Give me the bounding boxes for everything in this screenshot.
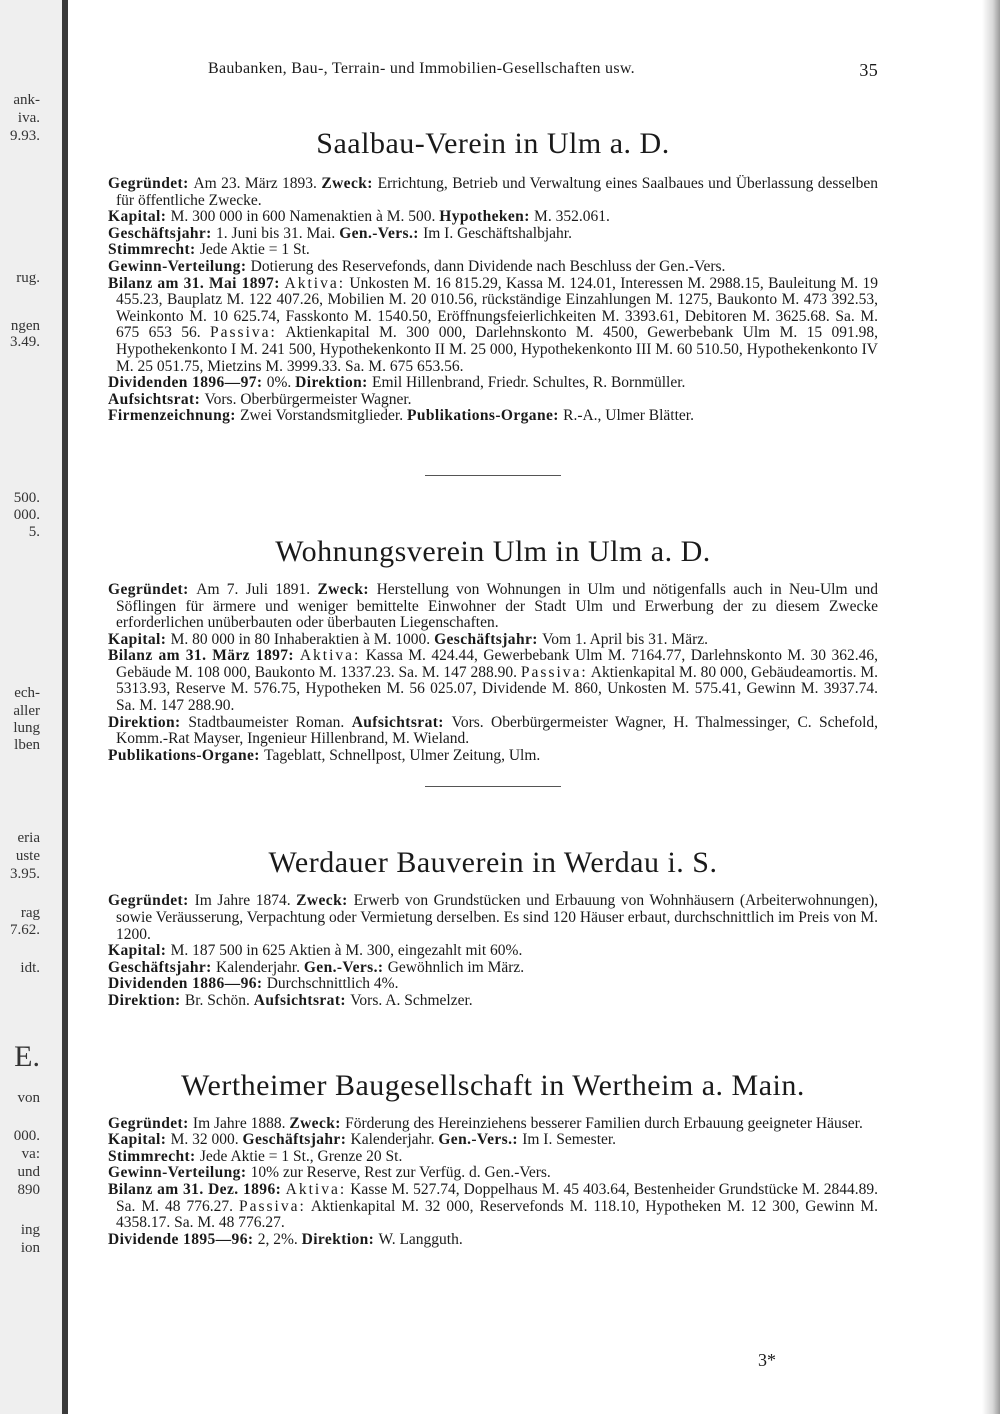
company-entry	[108, 126, 878, 476]
margin-fragment: 5.	[28, 524, 40, 540]
field-value: Kalenderjahr.	[350, 1131, 439, 1149]
field-label: Geschäftsjahr:	[434, 630, 543, 648]
margin-fragment: aller	[13, 703, 40, 719]
entry-body	[108, 1116, 878, 1249]
field-label: Bilanz am 31. März 1897:	[108, 647, 300, 665]
field-value: Stadtbaumeister Roman.	[188, 713, 352, 731]
field-label: Geschäftsjahr:	[108, 958, 217, 976]
margin-fragment: iva.	[17, 110, 40, 126]
field-label: Geschäftsjahr:	[108, 224, 217, 242]
margin-fragment: 000.	[13, 507, 40, 523]
entry-paragraph	[108, 408, 878, 425]
field-label: Dividenden 1896—97:	[108, 374, 267, 392]
company-entry	[108, 534, 878, 788]
field-label: Gen.-Vers.:	[303, 958, 388, 976]
field-value: W. Langguth.	[378, 1230, 463, 1248]
field-value: Vors. Oberbürgermeister Wagner, H. Thalmessinger, C. Schefold, Komm.-Rat Mayser, Ingenieur Hillenbrand, M. Wieland.	[116, 713, 879, 748]
field-label: Gegründet:	[108, 892, 195, 910]
signature-mark: 3*	[758, 1350, 776, 1370]
field-label: Stimmrecht:	[108, 1147, 200, 1165]
field-label: Publikations-Organe:	[108, 746, 265, 764]
field-value: Gewöhnlich im März.	[387, 958, 525, 976]
entries	[108, 126, 878, 1248]
field-label: Bilanz am 31. Dez. 1896:	[108, 1180, 286, 1198]
margin-fragment: va:	[21, 1146, 40, 1162]
company-title: Wohnungsverein Ulm in Ulm a. D.	[275, 534, 711, 568]
field-value: Am 23. März 1893.	[193, 175, 322, 192]
margin-fragment: 500.	[13, 490, 40, 506]
field-value: Aktienkapital M. 80 000, Gebäudeamortis. M. 5313.93, Reserve M. 576.75, Hypotheken M. 56 025.07, Dividende M. 860, Unkosten M. 575.41, Gewinn M. 3937.74. Sa. M. 147 288.90.	[116, 663, 878, 715]
field-value: Jede Aktie = 1 St.	[199, 241, 310, 259]
field-label: Zweck:	[321, 175, 378, 192]
page	[108, 60, 878, 1248]
field-value: Dotierung des Reservefonds, dann Dividende nach Beschluss der Gen.-Vers.	[250, 257, 726, 275]
field-label: Firmenzeichnung:	[108, 407, 241, 425]
entry-paragraph	[108, 632, 878, 649]
field-value: Kassa M. 424.44, Gewerbebank Ulm M. 7164.77, Darlehnskonto M. 30 362.46, Gebäude M. 108 000, Baukonto M. 1337.23. Sa. M. 147 288.90.	[116, 647, 879, 681]
company-title: Wertheimer Baugesellschaft in Wertheim a. Main.	[181, 1068, 805, 1102]
field-label: Kapital:	[108, 942, 171, 960]
margin-fragment: 000.	[13, 1128, 40, 1144]
entry-body	[108, 176, 878, 425]
field-label: Gewinn-Verteilung:	[108, 1164, 251, 1182]
field-value: Erwerb von Grundstücken und Erbauung von Wohnhäusern (Arbeiterwohnungen), sowie Veräusserung, Verpachtung oder Vermietung derselben. Es sind 120 Häuser erbaut, durchschnittlich im Preis von M. 1200.	[116, 892, 879, 943]
margin-fragment: idt.	[20, 960, 40, 976]
field-value: M. 352.061.	[534, 208, 610, 226]
balance-heading: Passiva:	[238, 1197, 306, 1215]
field-value: Herstellung von Wohnungen in Ulm und nötigenfalls auch in Neu-Ulm und Söflingen für ärmere und weniger bemittelte Einwohner der Stadt Ulm und Erwerbung der zu diesem Zwecke erforderlichen unüberbauten oder überbauten Liegenschaften.	[116, 580, 879, 632]
entry-paragraph	[108, 582, 878, 632]
field-label: Kapital:	[108, 630, 171, 648]
field-value: Kalenderjahr.	[216, 958, 304, 976]
field-label: Aufsichtsrat:	[253, 992, 351, 1009]
margin-fragment: ing	[20, 1222, 40, 1238]
field-label: Direktion:	[108, 992, 185, 1009]
company-title: Werdauer Bauverein in Werdau i. S.	[268, 846, 718, 880]
field-label: Aufsichtsrat:	[351, 713, 452, 731]
field-label: Zweck:	[296, 892, 354, 910]
field-value: Jede Aktie = 1 St., Grenze 20 St.	[199, 1147, 403, 1165]
margin-fragment: ion	[20, 1240, 40, 1256]
field-value: Im Jahre 1874.	[194, 892, 297, 910]
field-label: Gegründet:	[108, 580, 197, 598]
company-entry	[108, 845, 878, 1009]
entry-paragraph	[108, 1165, 878, 1182]
field-value: Im Jahre 1888.	[192, 1114, 290, 1132]
field-value: Errichtung, Betrieb und Verwaltung eines Saalbaues und Überlassung desselben für öffentliche Zwecke.	[116, 175, 879, 209]
balance-heading: Aktiva:	[284, 274, 346, 292]
entry-paragraph	[108, 375, 878, 392]
field-value: Durchschnittlich 4%.	[266, 975, 399, 993]
field-value: M. 300 000 in 600 Namenaktien à M. 500.	[170, 208, 440, 226]
margin-fragment: lben	[14, 737, 40, 753]
field-label: Gen.-Vers.:	[339, 224, 424, 242]
margin-fragment: 9.93.	[10, 128, 40, 144]
field-label: Dividenden 1886—96:	[108, 975, 267, 993]
entry-paragraph	[108, 1149, 878, 1166]
field-value: Emil Hillenbrand, Friedr. Schultes, R. Bornmüller.	[372, 374, 686, 392]
field-label: Zweck:	[317, 580, 377, 598]
entry-paragraph	[108, 943, 878, 960]
entry-paragraph	[108, 259, 878, 276]
company-entry	[108, 1068, 878, 1249]
field-value: M. 187 500 in 625 Aktien à M. 300, eingezahlt mit 60%.	[170, 942, 523, 960]
entry-paragraph	[108, 976, 878, 993]
field-value: Aktienkapital M. 300 000, Darlehnskonto M. 4500, Gewerbebank Ulm M. 15 091.98, Hypothekenkonto I M. 241 500, Hypothekenkonto II M. 25 000, Hypothekenkonto III M. 60 510.50, Hypothekenkonto IV M. 25 051.75, Mietzins M. 3999.33. Sa. M. 675 653.56.	[116, 324, 878, 375]
company-title: Saalbau-Verein in Ulm a. D.	[316, 127, 670, 160]
field-value: 2, 2%.	[257, 1230, 302, 1248]
entry-paragraph	[108, 993, 878, 1010]
running-head	[108, 60, 878, 90]
field-value: Unkosten M. 16 815.29, Kassa M. 124.01, Interessen M. 2988.15, Bauleitung M. 19 455.23, Bauplatz M. 122 407.26, Mobilien M. 20 010.56, rückständige Einzahlungen M. 1275, Baukonto M. 473 392.53, Weinkonto M. 10 625.74, Fasskonto M. 1540.50, Eröffnungsfeierlichkeiten M. 3393.61, Debitoren M. 3625.68. Sa. M. 675 653 56.	[116, 274, 879, 342]
margin-fragment: ech-	[14, 685, 40, 701]
margin-fragment: lung	[13, 720, 40, 736]
field-value: Br. Schön.	[184, 992, 254, 1009]
field-label: Geschäftsjahr:	[242, 1131, 351, 1149]
running-title: Baubanken, Bau-, Terrain- und Immobilien-Gesellschaften usw.	[208, 60, 635, 77]
entry-paragraph	[108, 893, 878, 943]
section-divider	[425, 786, 561, 787]
scan-right-edge	[982, 0, 1000, 1414]
field-label: Aufsichtsrat:	[108, 390, 205, 408]
field-value: Vom 1. April bis 31. März.	[542, 630, 708, 648]
margin-fragment: rag	[20, 905, 40, 921]
entry-paragraph	[108, 648, 878, 714]
entry-paragraph	[108, 176, 878, 209]
entry-paragraph	[108, 960, 878, 977]
entry-paragraph	[108, 1182, 878, 1232]
field-value: Im I. Geschäftshalbjahr.	[423, 224, 572, 242]
balance-heading: Passiva:	[520, 663, 588, 681]
scan-gutter	[0, 0, 68, 1414]
entry-body	[108, 582, 878, 765]
field-label: Gewinn-Verteilung:	[108, 257, 251, 275]
field-label: Hypotheken:	[439, 208, 535, 226]
balance-heading: Passiva:	[210, 324, 277, 342]
balance-heading: Aktiva:	[299, 647, 361, 665]
field-label: Dividende 1895—96:	[108, 1230, 258, 1248]
margin-fragment: 7.62.	[10, 922, 40, 938]
margin-fragment: 3.95.	[10, 866, 40, 882]
field-label: Gegründet:	[108, 1114, 193, 1132]
margin-fragment: von	[17, 1090, 40, 1106]
field-value: Förderung des Hereinziehens besserer Familien durch Erbauung geeigneter Häuser.	[345, 1114, 863, 1132]
entry-paragraph	[108, 226, 878, 243]
field-value: Am 7. Juli 1891.	[196, 580, 318, 598]
field-label: Direktion:	[301, 1230, 379, 1248]
field-value: Vors. Oberbürgermeister Wagner.	[204, 390, 412, 408]
field-value: Zwei Vorstandsmitglieder.	[240, 407, 407, 425]
field-label: Bilanz am 31. Mai 1897:	[108, 274, 285, 292]
field-label: Stimmrecht:	[108, 241, 200, 259]
field-value: Aktienkapital M. 32 000, Reservefonds M. 118.10, Hypotheken M. 12 300, Gewinn M. 4358.17. Sa. M. 48 776.27.	[116, 1197, 878, 1232]
field-label: Gen.-Vers.:	[438, 1131, 523, 1149]
entry-paragraph	[108, 1116, 878, 1133]
margin-fragment: 3.49.	[10, 334, 40, 350]
field-value: R.-A., Ulmer Blätter.	[563, 407, 694, 425]
entry-paragraph	[108, 715, 878, 748]
field-value: 10% zur Reserve, Rest zur Verfüg. d. Gen.-Vers.	[250, 1164, 551, 1182]
field-value: Vors. A. Schmelzer.	[350, 992, 473, 1009]
margin-fragment: rug.	[16, 270, 40, 286]
entry-paragraph	[108, 242, 878, 259]
margin-fragment: uste	[15, 848, 40, 864]
entry-paragraph	[108, 1132, 878, 1149]
field-value: 1. Juni bis 31. Mai.	[216, 224, 340, 242]
field-value: Im I. Semester.	[522, 1131, 617, 1149]
field-label: Direktion:	[108, 713, 189, 731]
field-label: Kapital:	[108, 1131, 171, 1149]
margin-fragment: eria	[17, 830, 40, 846]
field-value: M. 32 000.	[170, 1131, 243, 1149]
page-number: 35	[859, 60, 878, 80]
field-label: Zweck:	[289, 1114, 346, 1132]
field-label: Gegründet:	[108, 175, 194, 192]
section-divider	[425, 475, 561, 476]
entry-paragraph	[108, 392, 878, 409]
margin-fragment: und	[17, 1164, 40, 1180]
balance-heading: Aktiva:	[285, 1180, 347, 1198]
margin-fragment: ngen	[10, 318, 40, 334]
entry-paragraph	[108, 1232, 878, 1249]
margin-fragment: 890	[17, 1182, 40, 1198]
field-label: Kapital:	[108, 208, 171, 226]
field-label: Direktion:	[295, 374, 373, 392]
entry-paragraph	[108, 209, 878, 226]
entry-paragraph	[108, 276, 878, 376]
field-value: 0%.	[266, 374, 296, 392]
margin-fragment: E.	[14, 1040, 40, 1073]
field-value: Kasse M. 527.74, Doppelhaus M. 45 403.64, Bestenheider Grundstücke M. 2844.89. Sa. M. 48 776.27.	[116, 1180, 878, 1215]
field-label: Publikations-Organe:	[407, 407, 564, 425]
entry-paragraph	[108, 748, 878, 765]
entry-body	[108, 893, 878, 1009]
field-value: Tageblatt, Schnellpost, Ulmer Zeitung, Ulm.	[264, 746, 541, 764]
margin-fragment: ank-	[13, 92, 40, 108]
field-value: M. 80 000 in 80 Inhaberaktien à M. 1000.	[170, 630, 435, 648]
